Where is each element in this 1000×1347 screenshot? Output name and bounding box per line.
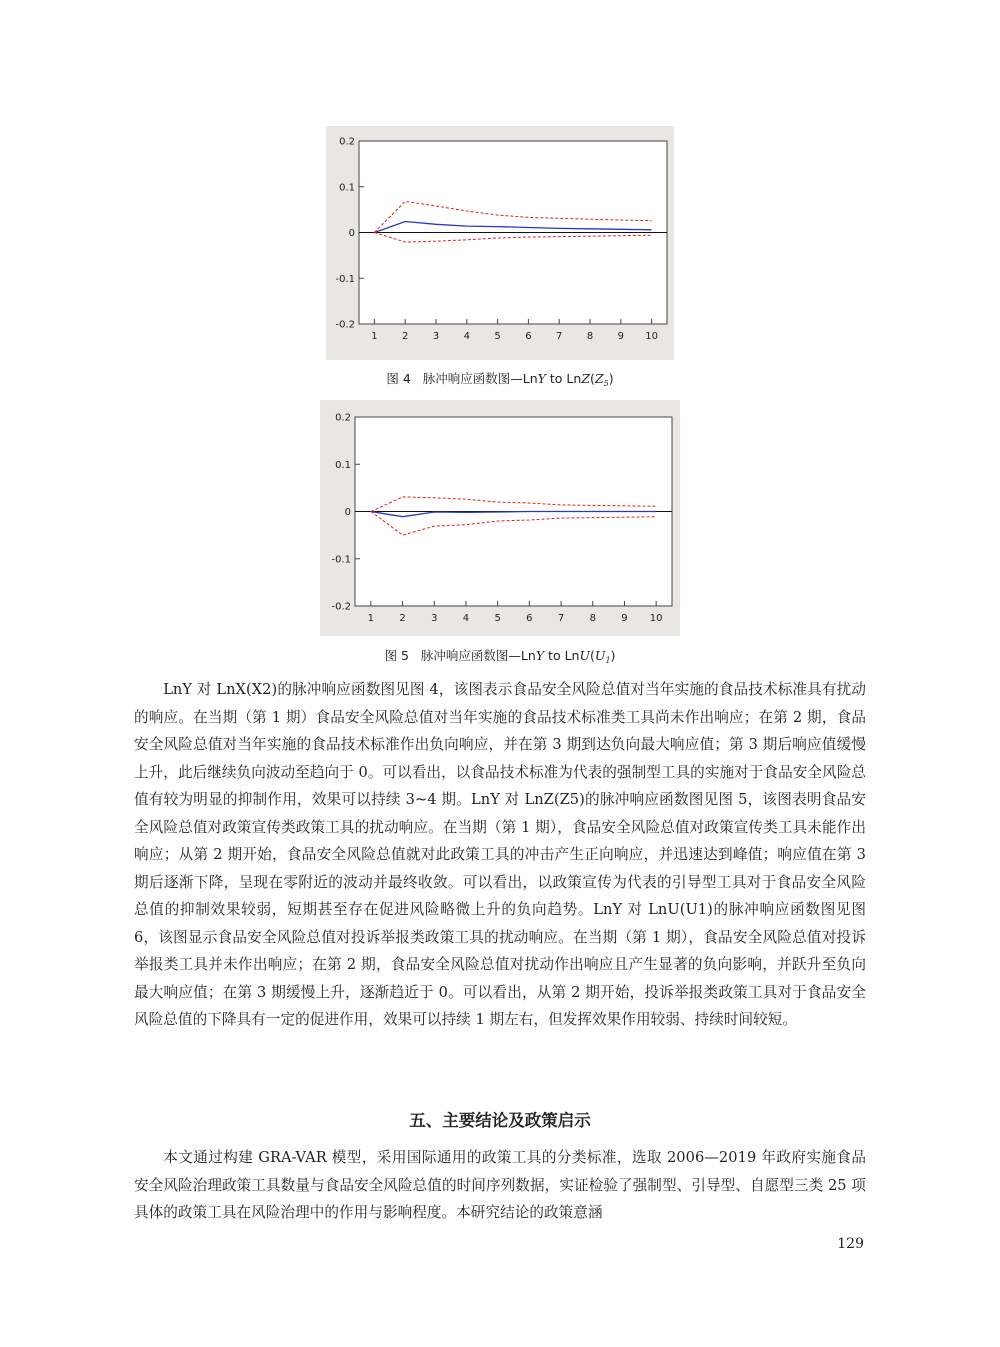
figure-4-chart [326, 126, 674, 360]
figure-4-caption-close: ) [608, 371, 614, 386]
figure-4-caption-var: Z [581, 371, 591, 386]
figure-4-caption-text: 脉冲响应函数图—Ln [422, 371, 538, 386]
y-tick-label: 0 [344, 507, 351, 518]
x-tick-label: 10 [645, 331, 658, 342]
figure-4 [326, 126, 674, 360]
x-tick-label: 9 [621, 613, 628, 624]
y-tick-label: 0.1 [335, 459, 351, 471]
figure-5-caption-mid: to Ln [544, 648, 580, 663]
figure-4-caption [0, 369, 1000, 388]
figure-5-caption-inner: U [594, 648, 606, 663]
figure-4-caption-mid: to Ln [545, 371, 582, 386]
x-tick-label: 9 [617, 331, 624, 342]
x-tick-label: 10 [649, 613, 663, 624]
figure-5-caption-sub: 1 [605, 656, 611, 665]
figure-4-caption-inner: Z [594, 371, 604, 386]
figure-5-caption-num: 图 5 [384, 648, 409, 663]
y-tick-label: 0.1 [339, 182, 355, 194]
body-text-2 [134, 1144, 866, 1227]
page-number: 129 [837, 1236, 864, 1252]
x-tick-label: 8 [589, 613, 596, 624]
figure-5 [320, 400, 680, 636]
x-tick-label: 7 [556, 331, 563, 342]
x-tick-label: 7 [557, 613, 565, 624]
figure-5-caption-text: 脉冲响应函数图—Ln [420, 648, 536, 663]
x-tick-label: 1 [371, 331, 378, 342]
x-tick-label: 1 [367, 613, 375, 624]
figure-5-caption-y: Y [535, 648, 545, 663]
x-tick-label: 4 [462, 613, 470, 624]
y-tick-label: 0 [348, 228, 355, 239]
x-tick-label: 8 [586, 331, 594, 342]
x-tick-label: 2 [399, 613, 406, 624]
figure-4-caption-open: ( [590, 371, 595, 386]
figure-5-caption [0, 646, 1000, 665]
y-tick-label: -0.1 [331, 554, 351, 566]
figure-4-caption-sub: 5 [603, 379, 609, 388]
figure-5-caption-close: ) [610, 648, 616, 663]
y-tick-label: 0.2 [335, 412, 351, 424]
x-tick-label: 4 [463, 331, 470, 342]
x-tick-label: 6 [526, 613, 533, 624]
body-text-1 [134, 676, 866, 1034]
x-tick-label: 3 [431, 613, 438, 624]
paragraph-2: 本文通过构建 GRA-VAR 模型，采用国际通用的政策工具的分类标准，选取 2006—2019 年政府实施食品安全风险治理政策工具数量与食品安全风险总值的时间序列数据，实证检验了强制型、引导型、自愿型三类 25 项具体的政策工具在风险治理中的作用与影响程度。本研究结论的政策意涵 [134, 1149, 866, 1221]
y-tick-label: -0.2 [331, 601, 351, 613]
figure-5-chart [320, 400, 680, 636]
x-tick-label: 5 [494, 613, 501, 624]
y-tick-label: 0.2 [339, 136, 355, 148]
x-tick-label: 3 [432, 331, 440, 342]
figure-5-caption-var: U [579, 648, 591, 663]
x-tick-label: 5 [494, 331, 501, 342]
x-tick-label: 6 [525, 331, 532, 342]
section-heading: 五、主要结论及政策启示 [409, 1111, 591, 1130]
y-tick-label: -0.2 [335, 319, 355, 331]
x-tick-label: 2 [402, 331, 409, 342]
figure-5-caption-open: ( [590, 648, 595, 663]
figure-4-caption-num: 图 4 [386, 371, 411, 386]
y-tick-label: -0.1 [335, 273, 355, 285]
paragraph-1: LnY 对 LnX(X2)的脉冲响应函数图见图 4，该图表示食品安全风险总值对当年实施的食品技术标准具有扰动的响应。在当期（第 1 期）食品安全风险总值对当年实施的食品技术标准类工具尚未作出响应；在第 2 期，食品安全风险总值对当年实施的食品技术标准作出负向响应，并在第 3 期到达负向最大响应值；第 3 期后响应值缓慢上升，此后继续负向波动至趋向于 0。可以看出，以食品技术标准为代表的强制型工具的实施对于食品安全风险总值有较为明显的抑制作用，效果可以持续 3~4 期。LnY 对 LnZ(Z5)的脉冲响应函数图见图 5，该图表明食品安全风险总值对政策宣传类政策工具的扰动响应。在当期（第 1 期），食品安全风险总值对政策宣传类工具未能作出响应；从第 2 期开始，食品安全风险总值就对此政策工具的冲击产生正向响应，并迅速达到峰值；响应值在第 3 期后逐渐下降，呈现在零附近的波动并最终收敛。可以看出，以政策宣传为代表的引导型工具对于食品安全风险总值的抑制效果较弱，短期甚至存在促进风险略微上升的负向趋势。LnY 对 LnU(U1)的脉冲响应函数图见图 6，该图显示食品安全风险总值对投诉举报类政策工具的扰动响应。在当期（第 1 期），食品安全风险总值对投诉举报类工具并未作出响应；在第 2 期，食品安全风险总值对扰动作出响应且产生显著的负向影响，并跃升至负向最大响应值；在第 3 期缓慢上升，逐渐趋近于 0。可以看出，从第 2 期开始，投诉举报类政策工具对于食品安全风险总值的下降具有一定的促进作用，效果可以持续 1 期左右，但发挥效果作用较弱、持续时间较短。 [134, 681, 866, 1028]
figure-4-caption-y: Y [537, 371, 546, 386]
